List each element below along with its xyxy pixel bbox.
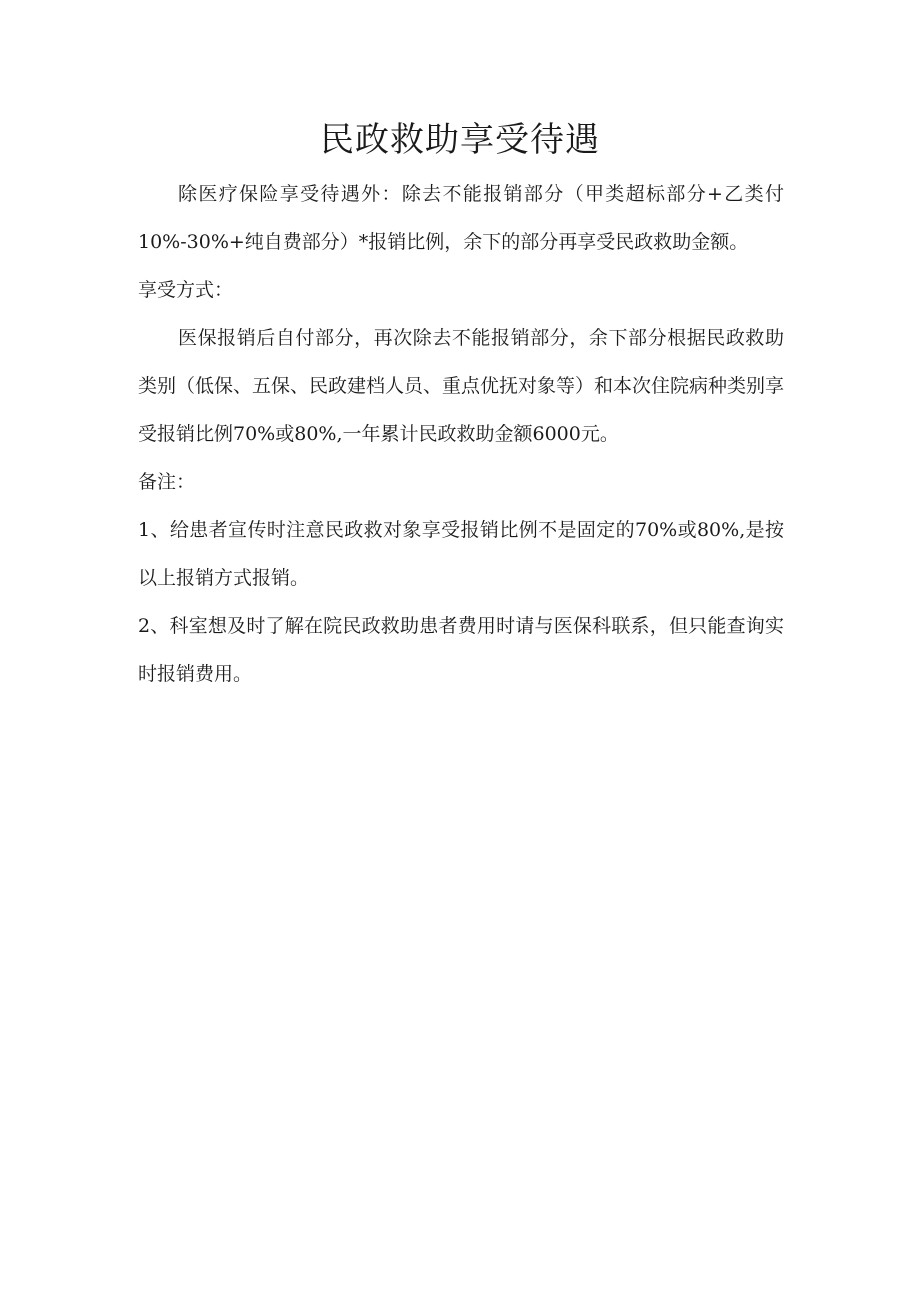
note-item-2: 2、科室想及时了解在院民政救助患者费用时请与医保科联系，但只能查询实时报销费用。 xyxy=(138,615,784,685)
method-heading: 享受方式： xyxy=(138,279,234,301)
method-paragraph: 医保报销后自付部分，再次除去不能报销部分，余下部分根据民政救助类别（低保、五保、民政建档人员、重点优抚对象等）和本次住院病种类别享受报销比例70%或80%,一年累计民政救助金额6000元。 xyxy=(138,327,785,445)
notes-heading: 备注： xyxy=(138,471,196,493)
note-item-1: 1、给患者宣传时注意民政救对象享受报销比例不是固定的70%或80%,是按以上报销方式报销。 xyxy=(138,519,784,589)
intro-paragraph: 除医疗保险享受待遇外：除去不能报销部分（甲类超标部分+乙类付10%-30%+纯自费部分）*报销比例，余下的部分再享受民政救助金额。 xyxy=(138,183,784,253)
document-title: 民政救助享受待遇 xyxy=(320,120,600,160)
